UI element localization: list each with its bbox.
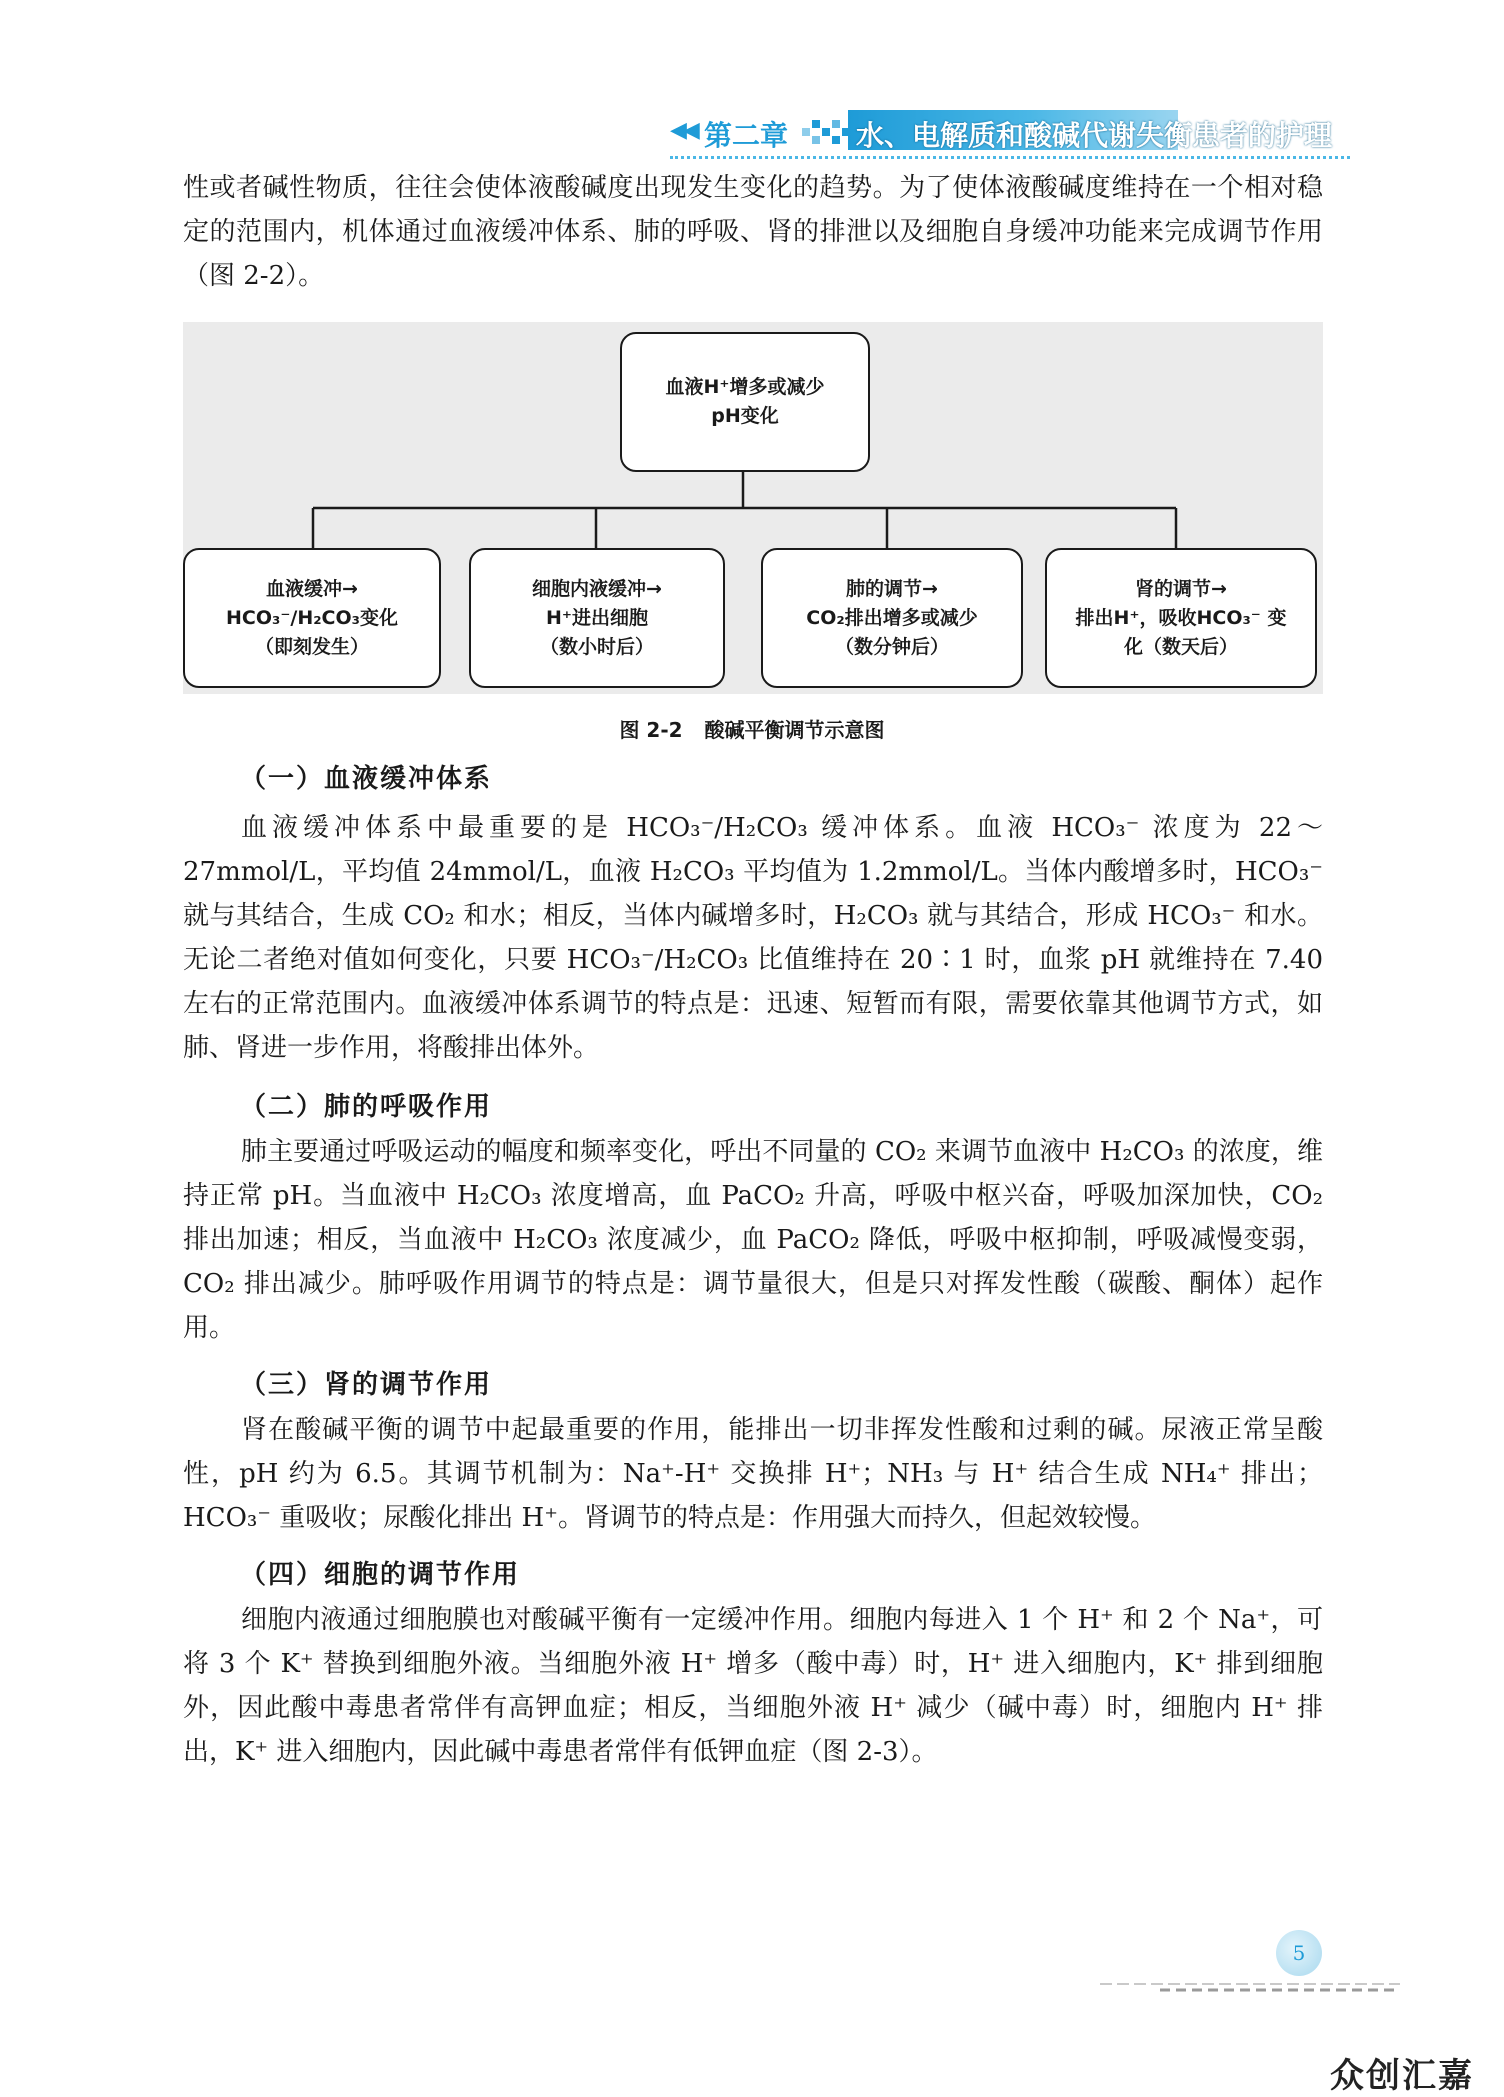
node-line-3: （即刻发生） <box>254 635 369 658</box>
figure-number: 图 2-2 <box>619 718 683 742</box>
node-line-1: 肾的调节→ <box>1135 577 1227 600</box>
section-paragraph: 细胞内液通过细胞膜也对酸碱平衡有一定缓冲作用。细胞内每进入 1 个 H⁺ 和 2 个 Na⁺，可将 3 个 K⁺ 替换到细胞外液。当细胞外液 H⁺ 增多（酸中毒）时，H⁺ 进入细胞内，K⁺ 排到细胞外，因此酸中毒患者常伴有高钾血症；相反，当细胞外液 H⁺ 减少（碱中毒）时，细胞内 H⁺ 排出，K⁺ 进入细胞内，因此碱中毒患者常伴有低钾血症（图 2-3）。 <box>183 1605 1323 1767</box>
node-line-3: （数小时后） <box>539 635 654 658</box>
section-heading: （四）细胞的调节作用 <box>240 1560 521 1590</box>
figure-caption-text: 酸碱平衡调节示意图 <box>704 718 885 742</box>
root-line-2: pH变化 <box>711 405 779 427</box>
footer-decoration <box>1100 1980 1400 1992</box>
section-paragraph: 肺主要通过呼吸运动的幅度和频率变化，呼出不同量的 CO₂ 来调节血液中 H₂CO₃ 的浓度，维持正常 pH。当血液中 H₂CO₃ 浓度增高，血 PaCO₂ 升高，呼吸中枢兴奋，呼吸加深加快，CO₂ 排出加速；相反，当血液中 H₂CO₃ 浓度减少，血 PaCO₂ 降低，呼吸中枢抑制，呼吸减慢变弱，CO₂ 排出减少。肺呼吸作用调节的特点是：调节量很大，但是只对挥发性酸（碳酸、酮体）起作用。 <box>183 1137 1323 1343</box>
node-line-1: 细胞内液缓冲→ <box>532 577 662 600</box>
diagram-node-blood-buffer <box>183 548 441 688</box>
section-heading: （一）血液缓冲体系 <box>240 764 493 794</box>
section-heading: （二）肺的呼吸作用 <box>240 1092 493 1122</box>
intro-paragraph: 性或者碱性物质，往往会使体液酸碱度出现发生变化的趋势。为了使体液酸碱度维持在一个相对稳定的范围内，机体通过血液缓冲体系、肺的呼吸、肾的排泄以及细胞自身缓冲功能来完成调节作用（图 2-2）。 <box>183 173 1323 291</box>
chapter-title: 水、电解质和酸碱代谢失衡患者的护理 <box>856 119 1333 152</box>
watermark: 众创汇嘉 <box>1330 2056 1474 2096</box>
checker-squares-decoration <box>802 120 852 144</box>
root-line-1: 血液H⁺增多或减少 <box>665 376 825 398</box>
node-line-2: 排出H⁺，吸收HCO₃⁻ 变 <box>1075 606 1287 629</box>
figure-caption <box>0 714 1504 743</box>
diagram-node-lung-regulation <box>761 548 1023 688</box>
page-number: 5 <box>1276 1930 1322 1976</box>
diagram-node-intracellular-buffer <box>469 548 725 688</box>
section-paragraph: 肾在酸碱平衡的调节中起最重要的作用，能排出一切非挥发性酸和过剩的碱。尿液正常呈酸性，pH 约为 6.5。其调节机制为：Na⁺-H⁺ 交换排 H⁺；NH₃ 与 H⁺ 结合生成 NH₄⁺ 排出；HCO₃⁻ 重吸收；尿酸化排出 H⁺。肾调节的特点是：作用强大而持久，但起效较慢。 <box>183 1415 1323 1533</box>
section-paragraph: 血液缓冲体系中最重要的是 HCO₃⁻/H₂CO₃ 缓冲体系。血液 HCO₃⁻ 浓度为 22～27mmol/L，平均值 24mmol/L，血液 H₂CO₃ 平均值为 1.2mmol/L。当体内酸增多时，HCO₃⁻ 就与其结合，生成 CO₂ 和水；相反，当体内碱增多时，H₂CO₃ 就与其结合，形成 HCO₃⁻ 和水。无论二者绝对值如何变化，只要 HCO₃⁻/H₂CO₃ 比值维持在 20∶1 时，血浆 pH 就维持在 7.40 左右的正常范围内。血液缓冲体系调节的特点是：迅速、短暂而有限，需要依靠其他调节方式，如肺、肾进一步作用，将酸排出体外。 <box>183 813 1323 1063</box>
node-line-2: CO₂排出增多或减少 <box>806 606 978 629</box>
running-header <box>670 108 1333 158</box>
node-line-2: H⁺进出细胞 <box>546 606 648 629</box>
chapter-label: 第二章 <box>704 119 789 152</box>
acid-base-regulation-diagram <box>183 322 1323 694</box>
header-dotted-rule <box>670 156 1350 159</box>
diagram-root-node <box>620 332 870 472</box>
node-line-1: 肺的调节→ <box>846 577 938 600</box>
section-heading: （三）肾的调节作用 <box>240 1370 493 1400</box>
node-line-3: （数分钟后） <box>834 635 949 658</box>
node-line-2: HCO₃⁻/H₂CO₃变化 <box>226 606 398 629</box>
double-left-arrow-icon: ◀◀ <box>670 118 696 143</box>
node-line-3: 化（数天后） <box>1123 635 1238 658</box>
diagram-node-kidney-regulation <box>1045 548 1317 688</box>
node-line-1: 血液缓冲→ <box>266 577 358 600</box>
